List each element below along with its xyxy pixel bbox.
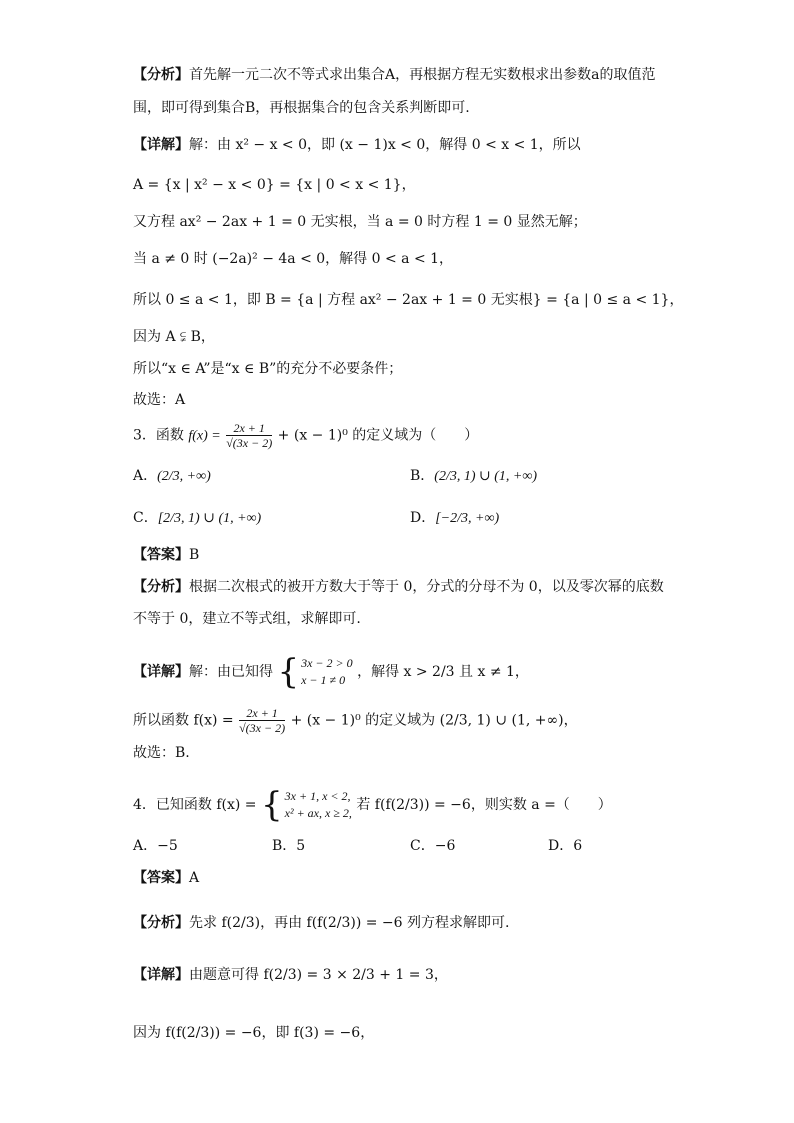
q3-stem: 3．函数 f(x) = $\frac{2x + 1}{√(3x - 2)}$ + (x − 1)⁰ 的定义域为（ ） (133, 421, 479, 450)
q2-analysis-line-1: 【分析】首先解一元二次不等式求出集合A，再根据方程无实数根求出参数a的取值范 (133, 67, 656, 83)
q3-option-a: A．(2/3, +∞) (133, 468, 211, 484)
q4-option-d: D．6 (548, 838, 583, 854)
q3-detail-line-2: 所以函数 f(x) = $\frac{2x + 1}{√(3x - 2)}$ + (x − 1)⁰ 的定义域为 (2/3, 1) ∪ (1, +∞)， (133, 706, 578, 735)
q2-choice: 故选：A (133, 392, 186, 408)
q2-detail-line-2: A = {x | x² − x < 0} = {x | 0 < x < 1}， (133, 177, 416, 193)
q2-detail-line-3: 又方程 ax² − 2ax + 1 = 0 无实根，当 a = 0 时方程 1 = 0 显然无解； (133, 214, 587, 230)
q3-fraction-2: $\frac{2x + 1}{√(3x - 2)}$ (239, 706, 286, 735)
analysis-tag: 【分析】 (133, 915, 189, 931)
q4-option-a: A．−5 (133, 838, 178, 854)
answer-tag: 【答案】 (133, 870, 189, 886)
q2-detail-line-4: 当 a ≠ 0 时 (−2a)² − 4a < 0，解得 0 < a < 1， (133, 251, 454, 267)
q2-detail-line-7: 所以“x ∈ A”是“x ∈ B”的充分不必要条件； (133, 361, 403, 377)
detail-tag: 【详解】 (133, 664, 189, 680)
q4-option-b: B．5 (272, 838, 306, 854)
q3-option-b: B．(2/3, 1) ∪ (1, +∞) (410, 468, 537, 484)
q2-detail-line-6: 因为 A ⫋ B， (133, 329, 215, 345)
detail-tag: 【详解】 (133, 967, 189, 983)
analysis-tag: 【分析】 (133, 579, 189, 595)
q4-stem: 4．已知函数 f(x) = { 3x + 1, x < 2, x² + ax, x ≥ 2, 若 f(f(2/3)) = −6，则实数 a =（ ） (133, 785, 612, 825)
q4-detail-line-2: 因为 f(f(2/3)) = −6，即 f(3) = −6， (133, 1025, 375, 1041)
q2-detail-line-1: 【详解】解：由 x² − x < 0，即 (x − 1)x < 0，解得 0 < x < 1，所以 (133, 137, 581, 153)
q3-analysis-line-2: 不等于 0，建立不等式组，求解即可. (133, 611, 361, 627)
q3-analysis-line-1: 【分析】根据二次根式的被开方数大于等于 0，分式的分母不为 0，以及零次幂的底数 (133, 579, 664, 595)
q4-answer: 【答案】A (133, 870, 200, 886)
q3-option-d: D．[−2/3, +∞) (410, 510, 500, 526)
analysis-tag: 【分析】 (133, 67, 189, 83)
q3-answer: 【答案】B (133, 547, 200, 563)
q3-option-c: C．[2/3, 1) ∪ (1, +∞) (133, 510, 262, 526)
q4-analysis: 【分析】先求 f(2/3)，再由 f(f(2/3)) = −6 列方程求解即可. (133, 915, 510, 931)
q4-piecewise: 3x + 1, x < 2, x² + ax, x ≥ 2, (284, 789, 352, 820)
q4-option-c: C．−6 (410, 838, 456, 854)
q3-choice: 故选：B. (133, 745, 190, 761)
q3-inequality-system: 3x − 2 > 0 x − 1 ≠ 0 (301, 656, 353, 687)
q3-fraction: $\frac{2x + 1}{√(3x - 2)}$ (226, 421, 273, 450)
q3-detail-line-1: 【详解】解：由已知得 { 3x − 2 > 0 x − 1 ≠ 0 ，解得 x > 2/3 且 x ≠ 1， (133, 652, 529, 692)
q4-detail-line-1: 【详解】由题意可得 f(2/3) = 3 × 2/3 + 1 = 3， (133, 967, 448, 983)
q2-detail-line-5: 所以 0 ≤ a < 1，即 B = {a | 方程 ax² − 2ax + 1 = 0 无实根} = {a | 0 ≤ a < 1}， (133, 292, 684, 308)
q2-analysis-line-2: 围，即可得到集合B，再根据集合的包含关系判断即可. (133, 100, 470, 116)
answer-tag: 【答案】 (133, 547, 189, 563)
detail-tag: 【详解】 (133, 137, 189, 153)
